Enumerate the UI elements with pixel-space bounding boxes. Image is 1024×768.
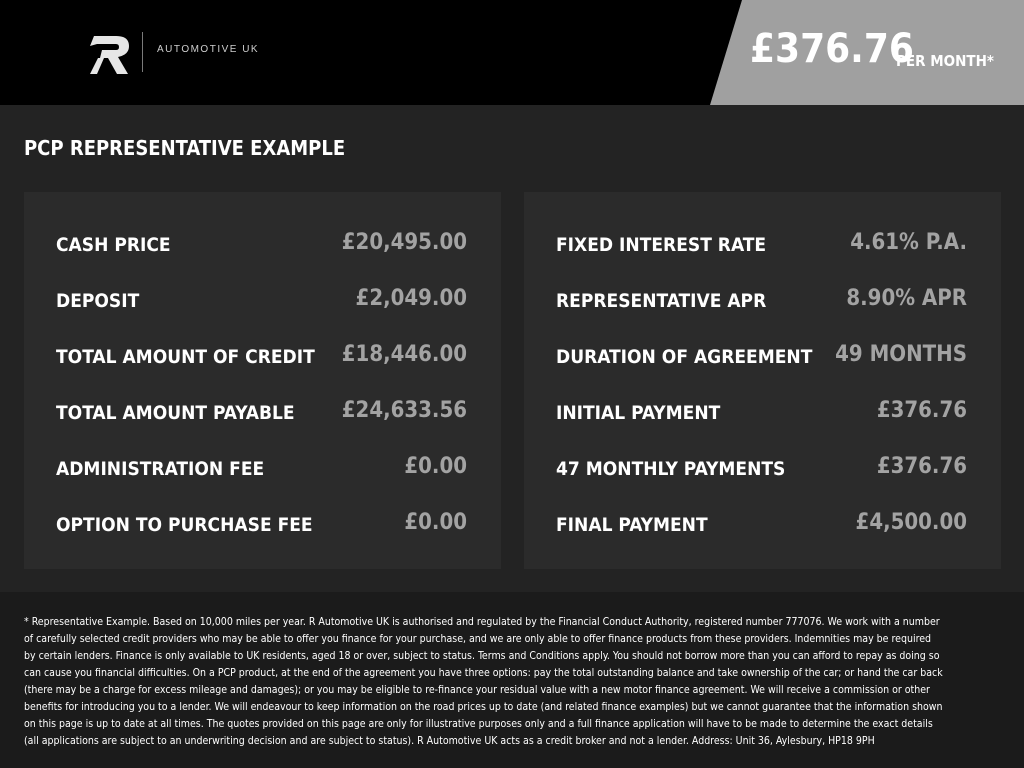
r-logo-icon <box>88 28 132 76</box>
section-title: PCP REPRESENTATIVE EXAMPLE <box>24 136 346 160</box>
finance-row-label: TOTAL AMOUNT PAYABLE <box>56 402 295 424</box>
finance-details-left-panel <box>24 192 501 569</box>
finance-row-value: £20,495.00 <box>341 230 467 255</box>
finance-row-label: DURATION OF AGREEMENT <box>556 346 813 368</box>
finance-row-admin-fee <box>56 454 467 484</box>
finance-row-value: £376.76 <box>876 454 967 479</box>
finance-row-label: 47 MONTHLY PAYMENTS <box>556 458 786 480</box>
finance-row-value: £4,500.00 <box>855 510 967 535</box>
finance-row-label: TOTAL AMOUNT OF CREDIT <box>56 346 315 368</box>
finance-row-value: £18,446.00 <box>341 342 467 367</box>
disclaimer-text: * Representative Example. Based on 10,000 miles per year. R Automotive UK is authorised and regulated by the Financial Conduct Authority, registered number 777076. We work with a number of carefully selected credit providers who may be able to offer you finance for your purchase, and we are only able to offer finance products from these providers. Indemnities may be required by certain lenders. Finance is only available to UK residents, aged 18 or over, subject to status. Terms and Conditions apply. You should not borrow more than you can afford to repay as doing so can cause you financial difficulties. On a PCP product, at the end of the agreement you have three options: pay the total outstanding balance and take ownership of the car; or hand the car back (there may be a charge for excess mileage and damages); or you may be eligible to re-finance your residual value with a new motor finance agreement. We will receive a commission or other benefits for introducing you to a lender. We will endeavour to keep information on the road prices up to date (and related finance examples) but we cannot guarantee that the information shown on this page is up to date at all times. The quotes provided on this page are only for illustrative purposes only and a full finance application will have to be made to determine the exact details (all applications are subject to an underwriting decision and are subject to status). R Automotive UK acts as a credit broker and not a lender. Address: Unit 36, Aylesbury, HP18 9PH <box>24 616 943 747</box>
finance-row-initial-payment <box>556 398 967 428</box>
finance-row-value: 49 MONTHS <box>835 342 967 367</box>
logo-divider <box>142 32 143 72</box>
finance-row-label: FIXED INTEREST RATE <box>556 234 767 256</box>
finance-row-value: £24,633.56 <box>341 398 467 423</box>
finance-row-value: £2,049.00 <box>355 286 467 311</box>
finance-row-purchase-fee <box>56 510 467 540</box>
finance-row-cash-price <box>56 230 467 260</box>
finance-row-label: DEPOSIT <box>56 290 140 312</box>
finance-row-value: £376.76 <box>876 398 967 423</box>
finance-row-label: CASH PRICE <box>56 234 171 256</box>
finance-row-label: OPTION TO PURCHASE FEE <box>56 514 313 536</box>
finance-row-label: INITIAL PAYMENT <box>556 402 721 424</box>
finance-row-duration <box>556 342 967 372</box>
finance-row-monthly-payments <box>556 454 967 484</box>
finance-details-right-panel <box>524 192 1001 569</box>
finance-row-label: FINAL PAYMENT <box>556 514 708 536</box>
finance-row-apr <box>556 286 967 316</box>
finance-row-value: £0.00 <box>404 510 467 535</box>
monthly-price-suffix: PER MONTH* <box>896 52 994 70</box>
finance-row-value: £0.00 <box>404 454 467 479</box>
finance-row-deposit <box>56 286 467 316</box>
finance-row-value: 4.61% P.A. <box>850 230 967 255</box>
brand-name: AUTOMOTIVE UK <box>157 44 260 55</box>
finance-row-total-payable <box>56 398 467 428</box>
finance-row-label: REPRESENTATIVE APR <box>556 290 767 312</box>
finance-row-final-payment <box>556 510 967 540</box>
finance-row-value: 8.90% APR <box>846 286 967 311</box>
monthly-price-amount: £376.76 <box>750 26 914 72</box>
finance-row-interest-rate <box>556 230 967 260</box>
finance-row-label: ADMINISTRATION FEE <box>56 458 265 480</box>
finance-row-total-credit <box>56 342 467 372</box>
